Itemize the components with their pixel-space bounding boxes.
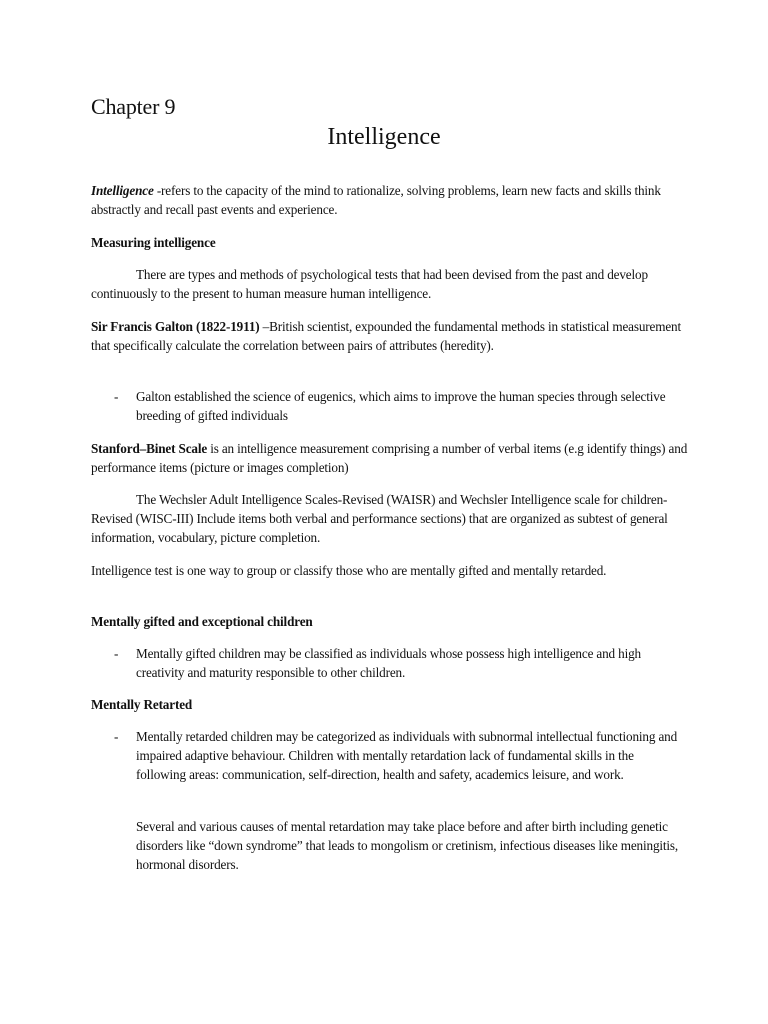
galton-bullet-text: Galton established the science of eugenics, which aims to improve the human species through selective breeding of gifted individuals: [136, 389, 666, 423]
wechsler-paragraph: The Wechsler Adult Intelligence Scales-Revised (WAISR) and Wechsler Intelligence scale for children-Revised (WISC-III) Include items both verbal and performance sections) that are organized as subtest of general information, vocabulary, picture completion.: [91, 492, 668, 545]
stanford-name: Stanford–Binet Scale: [91, 441, 208, 456]
retarded-heading: Mentally Retarted: [91, 697, 193, 712]
measuring-paragraph: There are types and methods of psychological tests that had been devised from the past and develop continuously to the present to human measure human intelligence.: [91, 267, 648, 301]
galton-paragraph: [91, 317, 691, 355]
page-title: Intelligence: [327, 124, 441, 150]
causes-paragraph: Several and various causes of mental retardation may take place before and after birth including genetic disorders like “down syndrome” that leads to mongolism or cretinism, infectious diseases like meningitis, hormonal disorders.: [136, 819, 679, 872]
galton-name: Sir Francis Galton (1822-1911): [91, 319, 260, 334]
galton-bullet: [91, 387, 691, 425]
chapter-label: Chapter 9: [91, 94, 176, 119]
stanford-paragraph: [91, 439, 691, 477]
intro-text: -refers to the capacity of the mind to rationalize, solving problems, learn new facts and skills think abstractly and recall past events and experience.: [91, 183, 661, 217]
gifted-bullet-text: Mentally gifted children may be classified as individuals whose possess high intelligence and high creativity and maturity responsible to other children.: [136, 646, 641, 680]
gifted-heading: Mentally gifted and exceptional children: [91, 614, 313, 629]
bullet-dash: -: [114, 389, 119, 404]
galton-text: –British scientist, expounded the fundamental methods in statistical measurement that specifically calculate the correlation between pairs of attributes (heredity).: [91, 319, 682, 353]
bullet-dash: -: [114, 729, 119, 744]
bullet-dash: -: [114, 646, 119, 661]
retarded-bullet-text: Mentally retarded children may be categorized as individuals with subnormal intellectual functioning and impaired adaptive behaviour. Children with mentally retardation lack of fundamental skills in the following areas: communication, self-direction, health and safety, academics leisure, and work.: [136, 729, 678, 782]
gifted-bullet: [91, 644, 691, 682]
intro-term: Intelligence: [91, 183, 154, 198]
intro-paragraph: [91, 181, 691, 219]
measuring-heading: Measuring intelligence: [91, 235, 216, 250]
stanford-text: is an intelligence measurement comprising a number of verbal items (e.g identify things) and performance items (picture or images completion): [91, 441, 688, 475]
intel-test-paragraph: Intelligence test is one way to group or classify those who are mentally gifted and mentally retarded.: [91, 563, 607, 578]
retarded-bullet: [91, 727, 691, 784]
